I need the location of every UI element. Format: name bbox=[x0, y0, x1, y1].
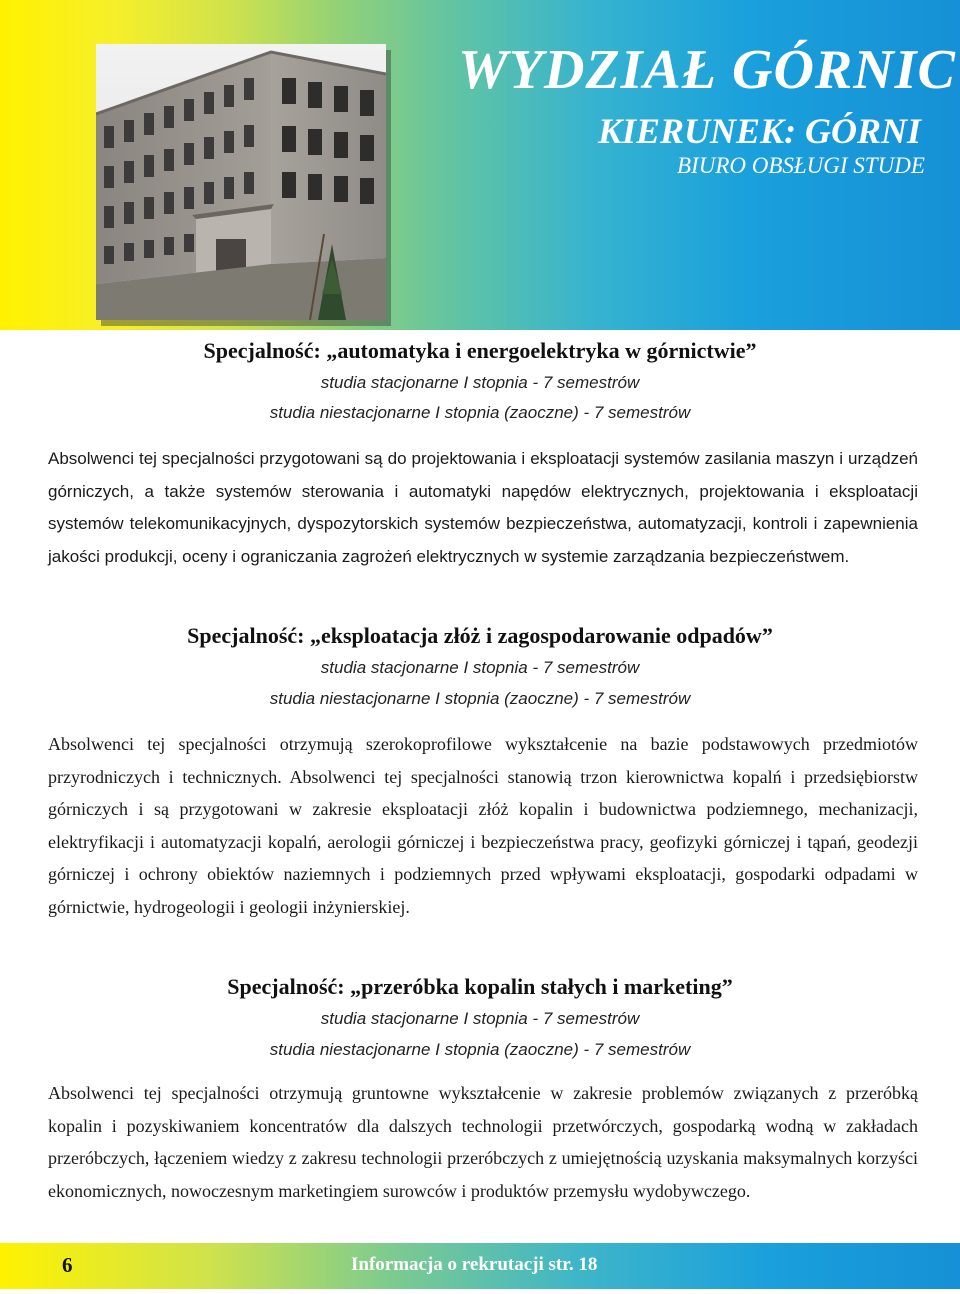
study-mode-part-time: studia niestacjonarne I stopnia (zaoczne) - 7 semestrów bbox=[269, 403, 691, 422]
faculty-title: WYDZIAŁ GÓRNIC bbox=[458, 39, 956, 101]
page-number: 6 bbox=[62, 1253, 73, 1277]
study-mode-full-time: studia stacjonarne I stopnia - 7 semestrów bbox=[320, 1009, 640, 1028]
section-description: Absolwenci tej specjalności otrzymują gruntowne wykształcenie w zakresie problemów związanych z przeróbką kopalin i pozyskiwaniem koncentratów dla dalszych technologii przetwórczych, gospodarką wodną w zakładach przeróbczych, łączeniem wiedzy z zakresu technologii przeróbczych z umiejętnością uzyskania maksymalnych korzyści ekonomicznych, nowoczesnym marketingiem surowców i produktów przemysłu wydobywczego. bbox=[48, 1083, 918, 1201]
section-heading: Specjalność: „eksploatacja złóż i zagospodarowanie odpadów” bbox=[187, 623, 773, 648]
footer-reference: Informacja o rekrutacji str. 18 bbox=[351, 1254, 598, 1275]
section-heading: Specjalność: „automatyka i energoelektryka w górnictwie” bbox=[203, 338, 757, 363]
building-photo bbox=[96, 44, 386, 320]
section-heading: Specjalność: „przeróbka kopalin stałych i marketing” bbox=[227, 974, 733, 999]
field-title: KIERUNEK: GÓRNI bbox=[598, 111, 922, 151]
study-mode-full-time: studia stacjonarne I stopnia - 7 semestrów bbox=[320, 373, 640, 392]
building-photo-frame bbox=[96, 44, 386, 320]
study-mode-part-time: studia niestacjonarne I stopnia (zaoczne) - 7 semestrów bbox=[269, 1040, 691, 1059]
section-description: Absolwenci tej specjalności przygotowani są do projektowania i eksploatacji systemów zasilania maszyn i urządzeń górniczych, a także systemów sterowania i automatyki napędów elektrycznych, projektowania i eksploatacji systemów telekomunikacyjnych, dyspozytorskich systemów bezpieczeństwa, automatyzacji, kontroli i zapewnienia jakości produkcji, oceny i ograniczania zagrożeń elektrycznych w systemie zarządzania bezpieczeństwem. bbox=[48, 449, 918, 566]
study-mode-full-time: studia stacjonarne I stopnia - 7 semestrów bbox=[320, 658, 640, 677]
section-description: Absolwenci tej specjalności otrzymują szerokoprofilowe wykształcenie na bazie podstawowych przedmiotów przyrodniczych i technicznych. Absolwenci tej specjalności stanowią trzon kierownictwa kopalń i przedsiębiorstw górniczych i są przygotowani w zakresie eksploatacji złóż kopalin i budownictwa podziemnego, mechanizacji, elektryfikacji i automatyzacji kopalń, aerologii górniczej i bezpieczeństwa pracy, geofizyki górniczej i tąpań, geodezji górniczej i ochrony obiektów naziemnych i podziemnych przed wpływami eksploatacji, gospodarki odpadami w górnictwie, hydrogeologii i geologii inżynierskiej. bbox=[48, 734, 918, 917]
study-mode-part-time: studia niestacjonarne I stopnia (zaoczne) - 7 semestrów bbox=[269, 689, 691, 708]
office-title: BIURO OBSŁUGI STUDE bbox=[677, 153, 925, 178]
